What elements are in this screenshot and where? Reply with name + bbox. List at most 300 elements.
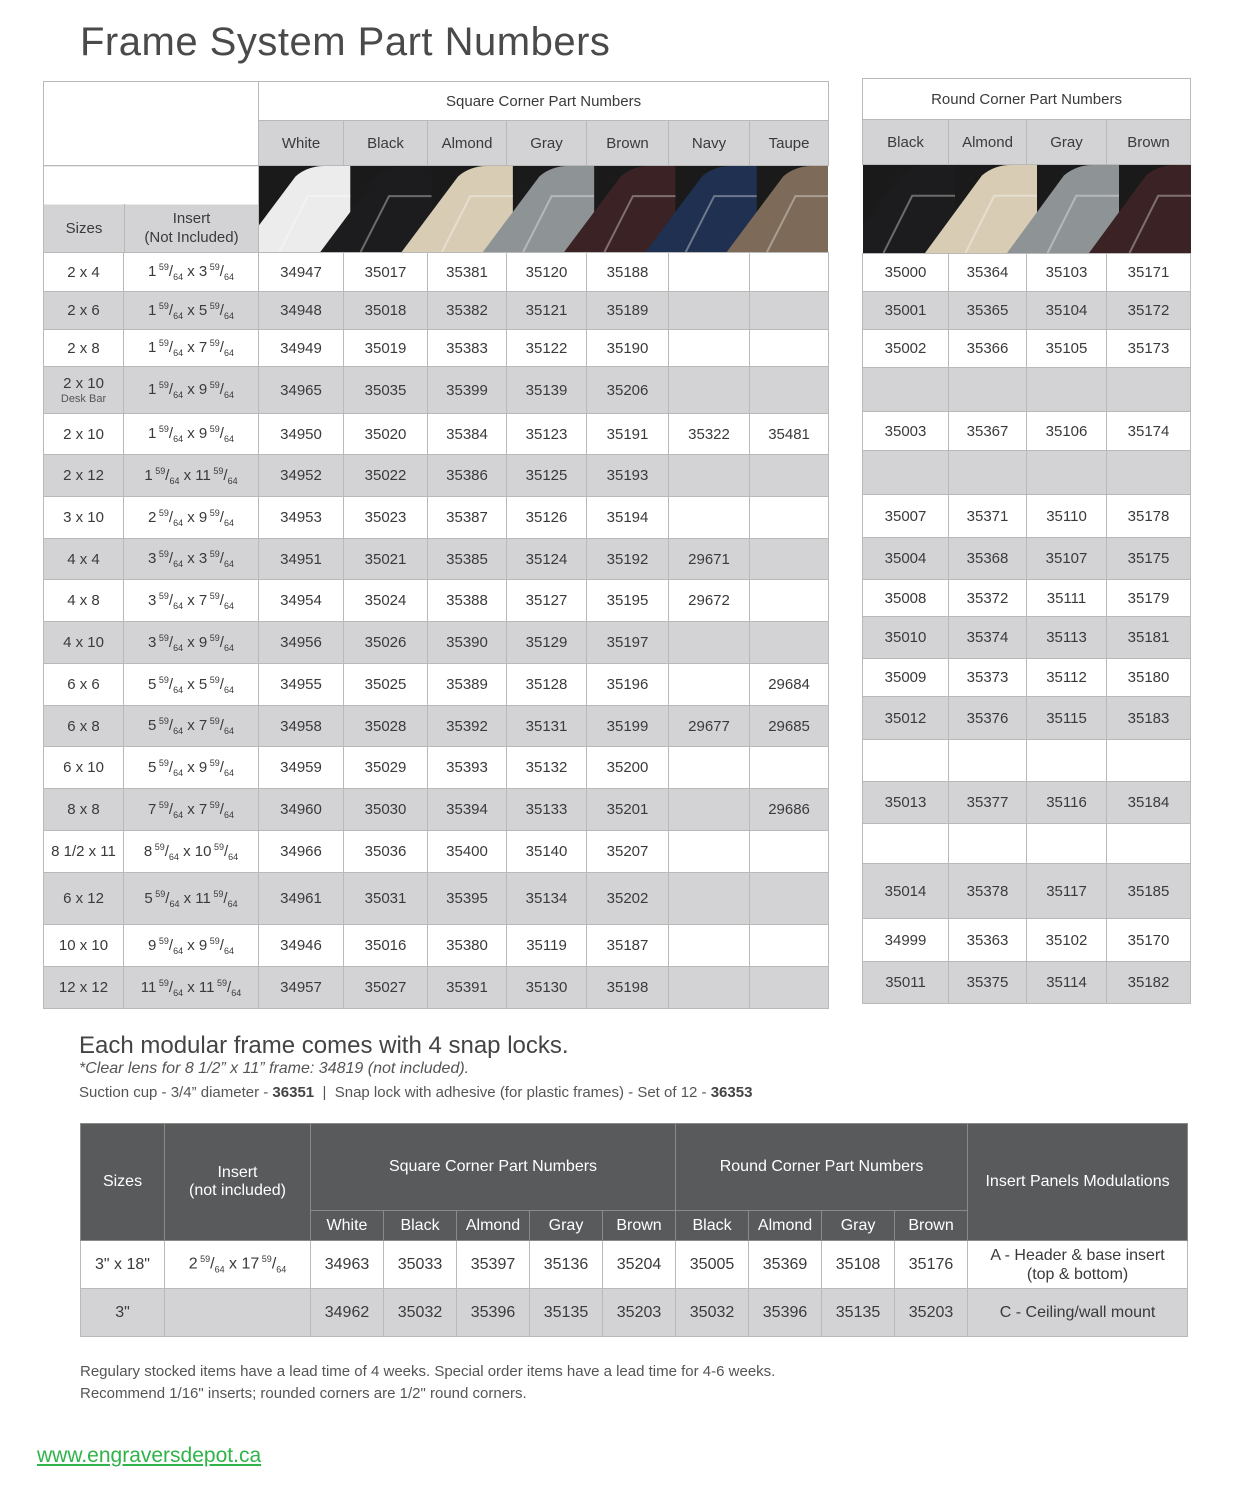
round-part-black: 35004 <box>863 538 949 580</box>
lead-time-note: Regulary stocked items have a lead time of 4 weeks. Special order items have a lead time for 4-6 weeks. <box>80 1363 776 1380</box>
round-part-almond: 35377 <box>949 782 1027 824</box>
table-row <box>44 539 829 580</box>
insert-sub: (Not Included) <box>144 229 239 246</box>
part-number-black: 35022 <box>344 455 428 497</box>
table-row <box>44 497 829 539</box>
part-number-gray: 35128 <box>507 664 587 706</box>
bottom-insert-label: Insert <box>217 1164 258 1181</box>
bottom-size-cell: 3" <box>81 1289 165 1337</box>
part-number-black: 35028 <box>344 706 428 747</box>
bottom-square-part-white: 34963 <box>311 1241 384 1289</box>
part-number-taupe <box>750 831 829 873</box>
square-color-navy: Navy <box>669 121 750 166</box>
fraction-numerator: 59 <box>156 424 169 434</box>
bottom-col-insert <box>165 1124 311 1241</box>
round-part-gray <box>1027 740 1107 782</box>
round-part-black <box>863 368 949 412</box>
snap-lock-note: Each modular frame comes with 4 snap locks. <box>79 1032 569 1059</box>
round-part-gray: 35116 <box>1027 782 1107 824</box>
round-color-black: Black <box>863 120 949 165</box>
round-part-black: 35011 <box>863 962 949 1004</box>
square-color-white: White <box>259 121 344 166</box>
round-part-gray <box>1027 451 1107 495</box>
round-swatch-strip <box>863 165 1191 254</box>
accessories-line <box>79 1084 752 1101</box>
round-part-brown <box>1107 368 1191 412</box>
fraction-numerator: 59 <box>214 977 228 988</box>
suction-cup-label: Suction cup - 3/4” diameter - <box>79 1084 273 1101</box>
round-part-almond: 35375 <box>949 962 1027 1004</box>
part-number-white: 34959 <box>259 747 344 789</box>
part-number-gray: 35125 <box>507 455 587 497</box>
footer-notes <box>80 1361 775 1405</box>
round-part-black: 35000 <box>863 254 949 292</box>
size-cell: 6 x 10 <box>44 747 124 789</box>
square-corner-swatches <box>259 166 828 252</box>
round-part-almond: 35365 <box>949 292 1027 330</box>
round-part-black: 35008 <box>863 580 949 617</box>
part-number-navy: 29672 <box>669 580 750 622</box>
round-part-gray: 35117 <box>1027 864 1107 919</box>
part-number-black: 35019 <box>344 330 428 367</box>
part-number-white: 34954 <box>259 580 344 622</box>
fraction-numerator: 59 <box>207 632 220 643</box>
part-number-navy <box>669 253 750 292</box>
size-cell: 2 x 6 <box>44 292 124 330</box>
round-part-black: 35009 <box>863 659 949 697</box>
round-table-row <box>863 740 1191 782</box>
round-part-brown: 35171 <box>1107 254 1191 292</box>
bottom-table-row <box>81 1241 1188 1289</box>
bottom-square-part-white: 34962 <box>311 1289 384 1337</box>
insert-cell: 5 $^{59}/_{64}$ x 9 $^{59}/_{64}$ <box>124 747 259 789</box>
part-number-navy: 35322 <box>669 414 750 455</box>
round-part-black: 35012 <box>863 697 949 740</box>
part-number-almond: 35392 <box>428 706 507 747</box>
round-part-brown: 35170 <box>1107 919 1191 962</box>
table-row <box>44 789 829 831</box>
part-number-almond: 35389 <box>428 664 507 706</box>
part-number-black: 35035 <box>344 367 428 414</box>
part-number-taupe: 29684 <box>750 664 829 706</box>
round-part-gray: 35106 <box>1027 412 1107 451</box>
size-note: Desk Bar <box>60 393 107 405</box>
part-number-gray: 35132 <box>507 747 587 789</box>
round-part-almond: 35374 <box>949 617 1027 659</box>
round-table-row <box>863 617 1191 659</box>
part-number-brown: 35200 <box>587 747 669 789</box>
part-number-brown: 35206 <box>587 367 669 414</box>
blank-corner <box>44 82 259 166</box>
fraction-numerator: 59 <box>207 262 220 272</box>
part-number-white: 34957 <box>259 967 344 1009</box>
sizes-insert-inner <box>44 204 258 252</box>
square-color-gray: Gray <box>507 121 587 166</box>
fraction-numerator: 59 <box>207 380 220 390</box>
round-part-brown: 35174 <box>1107 412 1191 451</box>
clear-lens-note: *Clear lens for 8 1/2” x 11” frame: 34819 (not included). <box>79 1060 470 1077</box>
table-row <box>44 831 829 873</box>
round-part-black <box>863 451 949 495</box>
square-color-brown: Brown <box>587 121 669 166</box>
bottom-round-part-almond: 35396 <box>749 1289 822 1337</box>
table-row <box>44 622 829 664</box>
part-number-almond: 35388 <box>428 580 507 622</box>
round-table-row <box>863 368 1191 412</box>
bottom-round-color-gray: Gray <box>822 1211 895 1241</box>
part-number-gray: 35139 <box>507 367 587 414</box>
part-number-white: 34952 <box>259 455 344 497</box>
fraction-denominator: 64 <box>214 1264 225 1275</box>
part-number-gray: 35124 <box>507 539 587 580</box>
round-part-black: 35014 <box>863 864 949 919</box>
fraction-numerator: 59 <box>156 507 169 518</box>
fraction-numerator: 59 <box>207 507 220 518</box>
part-number-white: 34958 <box>259 706 344 747</box>
round-part-almond <box>949 451 1027 495</box>
size-cell: 12 x 12 <box>44 967 124 1009</box>
fraction-numerator: 59 <box>197 1254 211 1265</box>
fraction-denominator: 64 <box>173 987 184 998</box>
size-cell: 2 x 4 <box>44 253 124 292</box>
round-table-row <box>863 495 1191 538</box>
fraction-denominator: 64 <box>173 390 184 400</box>
part-number-white: 34960 <box>259 789 344 831</box>
round-part-almond <box>949 740 1027 782</box>
fraction-numerator: 59 <box>152 888 166 899</box>
part-number-navy <box>669 497 750 539</box>
part-number-taupe <box>750 967 829 1009</box>
fraction-numerator: 59 <box>207 799 220 810</box>
bottom-round-part-black: 35032 <box>676 1289 749 1337</box>
round-corner-table <box>862 78 1191 1004</box>
fraction-denominator: 64 <box>173 310 184 321</box>
fraction-numerator: 59 <box>156 380 169 390</box>
fraction-numerator: 59 <box>156 716 169 726</box>
table-row <box>44 664 829 706</box>
bottom-round-part-brown: 35203 <box>895 1289 968 1337</box>
round-part-black: 34999 <box>863 919 949 962</box>
table-row <box>44 330 829 367</box>
fraction-numerator: 59 <box>156 262 169 272</box>
round-part-brown: 35179 <box>1107 580 1191 617</box>
insert-cell: 3 $^{59}/_{64}$ x 3 $^{59}/_{64}$ <box>124 539 259 580</box>
round-part-gray <box>1027 368 1107 412</box>
round-part-brown: 35180 <box>1107 659 1191 697</box>
part-number-almond: 35384 <box>428 414 507 455</box>
round-part-brown: 35173 <box>1107 330 1191 368</box>
part-number-almond: 35380 <box>428 925 507 967</box>
part-number-taupe <box>750 539 829 580</box>
bottom-square-part-brown: 35204 <box>603 1241 676 1289</box>
square-swatch-strip <box>259 166 829 253</box>
fraction-denominator: 64 <box>173 945 184 956</box>
insert-cell: 1 $^{59}/_{64}$ x 9 $^{59}/_{64}$ <box>124 414 259 455</box>
round-corner-swatches <box>863 165 1191 253</box>
round-part-almond <box>949 368 1027 412</box>
round-part-brown <box>1107 451 1191 495</box>
round-part-gray: 35112 <box>1027 659 1107 697</box>
fraction-denominator: 64 <box>276 1264 287 1275</box>
part-number-white: 34948 <box>259 292 344 330</box>
bottom-round-part-brown: 35176 <box>895 1241 968 1289</box>
insert-cell: 3 $^{59}/_{64}$ x 7 $^{59}/_{64}$ <box>124 580 259 622</box>
table-row <box>44 414 829 455</box>
size-cell: 8 x 8 <box>44 789 124 831</box>
part-number-white: 34951 <box>259 539 344 580</box>
fraction-denominator: 64 <box>223 559 234 569</box>
part-number-gray: 35120 <box>507 253 587 292</box>
part-number-brown: 35198 <box>587 967 669 1009</box>
insert-cell: 3 $^{59}/_{64}$ x 9 $^{59}/_{64}$ <box>124 622 259 664</box>
fraction-numerator: 59 <box>156 590 169 601</box>
part-number-brown: 35187 <box>587 925 669 967</box>
round-part-black: 35003 <box>863 412 949 451</box>
part-number-taupe <box>750 292 829 330</box>
square-corner-header: Square Corner Part Numbers <box>259 82 829 121</box>
round-part-gray: 35111 <box>1027 580 1107 617</box>
part-number-navy: 29671 <box>669 539 750 580</box>
fraction-numerator: 59 <box>152 465 166 476</box>
square-color-almond: Almond <box>428 121 507 166</box>
round-part-almond: 35364 <box>949 254 1027 292</box>
part-number-navy <box>669 455 750 497</box>
fraction-denominator: 64 <box>223 600 234 611</box>
part-number-gray: 35131 <box>507 706 587 747</box>
part-number-white: 34966 <box>259 831 344 873</box>
part-number-almond: 35387 <box>428 497 507 539</box>
part-number-white: 34950 <box>259 414 344 455</box>
insert-cell: 9 $^{59}/_{64}$ x 9 $^{59}/_{64}$ <box>124 925 259 967</box>
part-number-brown: 35197 <box>587 622 669 664</box>
part-number-almond: 35391 <box>428 967 507 1009</box>
part-number-navy <box>669 367 750 414</box>
part-number-white: 34955 <box>259 664 344 706</box>
round-table-row <box>863 962 1191 1004</box>
fraction-denominator: 64 <box>231 987 242 998</box>
insert-cell: 1 $^{59}/_{64}$ x 3 $^{59}/_{64}$ <box>124 253 259 292</box>
round-part-gray: 35103 <box>1027 254 1107 292</box>
part-number-black: 35031 <box>344 873 428 925</box>
part-number-black: 35017 <box>344 253 428 292</box>
fraction-denominator: 64 <box>173 434 184 444</box>
round-table-row <box>863 538 1191 580</box>
round-part-black: 35007 <box>863 495 949 538</box>
fraction-denominator: 64 <box>223 434 234 444</box>
part-number-brown: 35193 <box>587 455 669 497</box>
size-cell: 6 x 12 <box>44 873 124 925</box>
square-color-taupe: Taupe <box>750 121 829 166</box>
bottom-square-color-white: White <box>311 1211 384 1241</box>
table-row <box>44 367 829 414</box>
fraction-denominator: 64 <box>173 600 184 611</box>
part-number-almond: 35390 <box>428 622 507 664</box>
bottom-square-header: Square Corner Part Numbers <box>311 1124 676 1211</box>
size-cell: 6 x 6 <box>44 664 124 706</box>
fraction-numerator: 59 <box>211 841 224 852</box>
bottom-insert-cell <box>165 1289 311 1337</box>
snap-lock-label: Snap lock with adhesive (for plastic frames) - Set of 12 - <box>334 1084 711 1101</box>
bottom-round-color-black: Black <box>676 1211 749 1241</box>
size-cell: 4 x 10 <box>44 622 124 664</box>
part-number-almond: 35395 <box>428 873 507 925</box>
bottom-round-part-almond: 35369 <box>749 1241 822 1289</box>
part-number-brown: 35196 <box>587 664 669 706</box>
part-number-navy <box>669 789 750 831</box>
insert-cell: 11 $^{59}/_{64}$ x 11 $^{59}/_{64}$ <box>124 967 259 1009</box>
round-part-brown: 35181 <box>1107 617 1191 659</box>
part-number-taupe <box>750 367 829 414</box>
part-number-black: 35020 <box>344 414 428 455</box>
round-color-almond: Almond <box>949 120 1027 165</box>
part-number-gray: 35130 <box>507 967 587 1009</box>
fraction-numerator: 59 <box>207 338 220 348</box>
fraction-denominator: 64 <box>169 475 180 486</box>
bottom-square-part-black: 35033 <box>384 1241 457 1289</box>
part-number-black: 35030 <box>344 789 428 831</box>
round-part-gray: 35105 <box>1027 330 1107 368</box>
part-number-black: 35036 <box>344 831 428 873</box>
fraction-numerator: 59 <box>207 674 220 685</box>
part-number-brown: 35201 <box>587 789 669 831</box>
fraction-numerator: 59 <box>156 935 169 946</box>
part-number-almond: 35385 <box>428 539 507 580</box>
bottom-round-part-gray: 35135 <box>822 1289 895 1337</box>
fraction-denominator: 64 <box>223 642 234 653</box>
size-cell: 4 x 4 <box>44 539 124 580</box>
insert-cell: 7 $^{59}/_{64}$ x 7 $^{59}/_{64}$ <box>124 789 259 831</box>
fraction-denominator: 64 <box>223 272 234 282</box>
part-number-navy <box>669 664 750 706</box>
part-number-navy <box>669 292 750 330</box>
fraction-numerator: 59 <box>207 757 220 768</box>
part-number-taupe <box>750 873 829 925</box>
bottom-col-sizes: Sizes <box>81 1124 165 1241</box>
part-number-almond: 35383 <box>428 330 507 367</box>
round-part-almond: 35363 <box>949 919 1027 962</box>
part-number-black: 35027 <box>344 967 428 1009</box>
round-part-gray <box>1027 824 1107 864</box>
fraction-denominator: 64 <box>223 348 234 358</box>
part-number-white: 34965 <box>259 367 344 414</box>
part-number-brown: 35199 <box>587 706 669 747</box>
round-table-row <box>863 412 1191 451</box>
fraction-denominator: 64 <box>173 559 184 569</box>
round-part-gray: 35102 <box>1027 919 1107 962</box>
fraction-denominator: 64 <box>168 851 179 862</box>
bottom-square-color-gray: Gray <box>530 1211 603 1241</box>
table-row <box>44 292 829 330</box>
size-cell: 10 x 10 <box>44 925 124 967</box>
fraction-numerator: 59 <box>156 799 169 810</box>
round-part-brown <box>1107 740 1191 782</box>
sizes-insert-header <box>44 166 259 253</box>
modulation-cell: A - Header & base insert (top & bottom) <box>968 1241 1188 1289</box>
table-row <box>44 580 829 622</box>
website-link[interactable]: www.engraversdepot.ca <box>37 1444 262 1467</box>
round-part-brown: 35178 <box>1107 495 1191 538</box>
part-number-navy <box>669 967 750 1009</box>
part-number-brown: 35195 <box>587 580 669 622</box>
part-number-taupe <box>750 253 829 292</box>
round-part-brown: 35175 <box>1107 538 1191 580</box>
table-row <box>44 747 829 789</box>
part-number-almond: 35386 <box>428 455 507 497</box>
part-number-white: 34953 <box>259 497 344 539</box>
fraction-numerator: 59 <box>156 549 169 559</box>
insert-cell: 2 $^{59}/_{64}$ x 9 $^{59}/_{64}$ <box>124 497 259 539</box>
part-number-brown: 35192 <box>587 539 669 580</box>
bottom-size-cell: 3" x 18" <box>81 1241 165 1289</box>
size-cell: 2 x 8 <box>44 330 124 367</box>
round-part-almond: 35371 <box>949 495 1027 538</box>
fraction-denominator: 64 <box>173 684 184 695</box>
part-number-gray: 35121 <box>507 292 587 330</box>
insert-cell: 5 $^{59}/_{64}$ x 7 $^{59}/_{64}$ <box>124 706 259 747</box>
round-table-row <box>863 824 1191 864</box>
part-number-gray: 35133 <box>507 789 587 831</box>
fraction-denominator: 64 <box>173 642 184 653</box>
bottom-insert-sub: (not included) <box>189 1182 286 1199</box>
part-number-gray: 35134 <box>507 873 587 925</box>
part-number-almond: 35382 <box>428 292 507 330</box>
insert-note: Recommend 1/16" inserts; rounded corners are 1/2" round corners. <box>80 1385 527 1402</box>
round-part-almond: 35366 <box>949 330 1027 368</box>
square-corner-table <box>43 81 829 1009</box>
part-number-taupe: 29685 <box>750 706 829 747</box>
fraction-numerator: 59 <box>210 465 224 476</box>
fraction-denominator: 64 <box>223 390 234 400</box>
part-number-almond: 35400 <box>428 831 507 873</box>
part-number-gray: 35126 <box>507 497 587 539</box>
fraction-denominator: 64 <box>223 684 234 695</box>
fraction-denominator: 64 <box>223 517 234 528</box>
part-number-brown: 35190 <box>587 330 669 367</box>
part-number-brown: 35191 <box>587 414 669 455</box>
round-part-brown: 35172 <box>1107 292 1191 330</box>
table-row <box>44 967 829 1009</box>
fraction-denominator: 64 <box>173 809 184 820</box>
part-number-taupe <box>750 580 829 622</box>
part-number-black: 35025 <box>344 664 428 706</box>
part-number-black: 35018 <box>344 292 428 330</box>
part-number-navy <box>669 925 750 967</box>
insert-label: Insert <box>172 210 211 227</box>
fraction-numerator: 59 <box>156 977 169 988</box>
part-number-black: 35029 <box>344 747 428 789</box>
round-table-row <box>863 330 1191 368</box>
bottom-round-color-brown: Brown <box>895 1211 968 1241</box>
round-part-black: 35013 <box>863 782 949 824</box>
fraction-denominator: 64 <box>173 726 184 736</box>
fraction-denominator: 64 <box>223 726 234 736</box>
bottom-square-color-black: Black <box>384 1211 457 1241</box>
part-number-taupe <box>750 455 829 497</box>
bottom-square-part-almond: 35396 <box>457 1289 530 1337</box>
bottom-square-part-gray: 35135 <box>530 1289 603 1337</box>
round-part-gray: 35114 <box>1027 962 1107 1004</box>
round-corner-header: Round Corner Part Numbers <box>863 79 1191 120</box>
round-part-brown: 35185 <box>1107 864 1191 919</box>
round-part-gray: 35107 <box>1027 538 1107 580</box>
bottom-round-part-gray: 35108 <box>822 1241 895 1289</box>
round-part-almond: 35376 <box>949 697 1027 740</box>
part-number-brown: 35207 <box>587 831 669 873</box>
page-title: Frame System Part Numbers <box>80 20 611 64</box>
fraction-numerator: 59 <box>207 935 220 946</box>
part-number-navy <box>669 747 750 789</box>
round-color-brown: Brown <box>1107 120 1191 165</box>
